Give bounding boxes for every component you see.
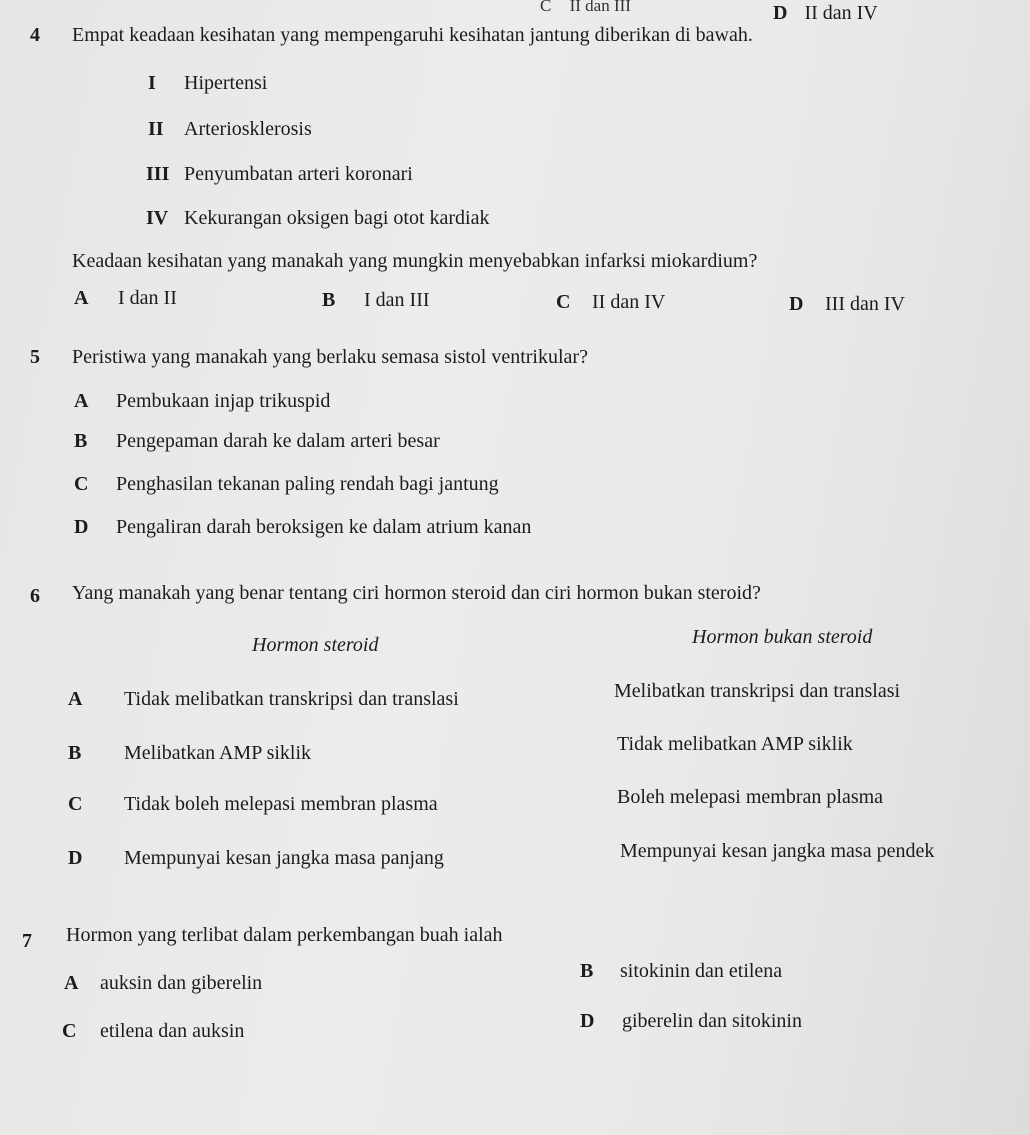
q6-option-a-non-steroid: Melibatkan transkripsi dan translasi [614, 680, 901, 702]
q6-option-d-non-steroid: Mempunyai kesan jangka masa pendek [620, 840, 935, 862]
q7-option-d[interactable] [580, 1010, 802, 1033]
q4-option-c[interactable] [556, 291, 665, 314]
roman-numeral: II [148, 118, 164, 140]
option-letter: B [580, 960, 594, 982]
q4-statement-3 [146, 163, 413, 186]
q7-option-b[interactable] [580, 960, 782, 983]
q4-statement-2 [148, 118, 312, 141]
q6-option-b-non-steroid: Tidak melibatkan AMP siklik [617, 733, 853, 755]
option-text: II dan IV [804, 2, 878, 24]
option-letter: A [74, 390, 89, 412]
option-text: Penghasilan tekanan paling rendah bagi jantung [116, 473, 499, 495]
q6-option-d[interactable] [68, 847, 444, 870]
question-7-stem: Hormon yang terlibat dalam perkembangan buah ialah [66, 924, 503, 946]
option-text: giberelin dan sitokinin [622, 1010, 802, 1032]
option-letter: D [789, 293, 804, 315]
option-letter: B [74, 430, 88, 452]
option-letter: C [74, 473, 89, 495]
roman-numeral: III [146, 163, 170, 185]
option-letter: C [68, 793, 83, 815]
option-letter: B [322, 289, 336, 311]
option-letter: B [68, 742, 82, 764]
roman-numeral: I [148, 72, 156, 94]
statement-text: Arteriosklerosis [184, 118, 312, 140]
q4-statement-1 [148, 72, 267, 95]
option-text: etilena dan auksin [100, 1020, 245, 1042]
question-4-prompt: Keadaan kesihatan yang manakah yang mungkin menyebabkan infarksi miokardium? [72, 250, 758, 272]
option-letter: D [580, 1010, 595, 1032]
option-letter: D [68, 847, 83, 869]
question-7-number: 7 [22, 930, 32, 952]
option-letter: C [556, 291, 571, 313]
option-letter: C [540, 0, 552, 15]
q6-option-b[interactable] [68, 742, 311, 765]
question-5-number: 5 [30, 346, 40, 368]
option-letter: D [74, 516, 89, 538]
statement-text: Hipertensi [184, 72, 268, 94]
q6-option-c-non-steroid: Boleh melepasi membran plasma [617, 786, 884, 808]
q5-option-b[interactable] [74, 430, 440, 453]
statement-text: Penyumbatan arteri koronari [184, 163, 413, 185]
option-letter: A [74, 287, 89, 309]
previous-option-c [540, 0, 631, 16]
q4-statement-4 [146, 207, 489, 230]
q6-option-a[interactable] [68, 688, 459, 711]
option-text: Pembukaan injap trikuspid [116, 390, 331, 412]
option-steroid-text: Mempunyai kesan jangka masa panjang [124, 847, 444, 869]
option-letter: C [62, 1020, 77, 1042]
column-header-non-steroid: Hormon bukan steroid [692, 626, 873, 648]
option-steroid-text: Tidak boleh melepasi membran plasma [124, 793, 438, 815]
column-header-steroid: Hormon steroid [252, 634, 379, 656]
q5-option-d[interactable] [74, 516, 531, 539]
option-text: II dan IV [592, 291, 666, 313]
option-text: Pengaliran darah beroksigen ke dalam atrium kanan [116, 516, 532, 538]
option-text: I dan III [364, 289, 430, 311]
option-letter: D [773, 2, 788, 24]
statement-text: Kekurangan oksigen bagi otot kardiak [184, 207, 490, 229]
q4-option-a[interactable] [74, 287, 177, 310]
previous-option-d [773, 2, 878, 25]
roman-numeral: IV [146, 207, 169, 229]
q7-option-a[interactable] [64, 972, 262, 995]
option-text: III dan IV [825, 293, 905, 315]
q5-option-a[interactable] [74, 390, 330, 413]
q4-option-b[interactable] [322, 289, 430, 312]
option-text: I dan II [118, 287, 177, 309]
q4-option-d[interactable] [789, 293, 905, 316]
question-4-number: 4 [30, 24, 40, 46]
question-6-number: 6 [30, 585, 40, 607]
q7-option-c[interactable] [62, 1020, 244, 1043]
option-letter: A [68, 688, 83, 710]
option-text: auksin dan giberelin [100, 972, 263, 994]
question-5-stem: Peristiwa yang manakah yang berlaku semasa sistol ventrikular? [72, 346, 588, 368]
q6-option-c[interactable] [68, 793, 438, 816]
question-4-stem: Empat keadaan kesihatan yang mempengaruhi kesihatan jantung diberikan di bawah. [72, 24, 753, 46]
q5-option-c[interactable] [74, 473, 499, 496]
question-6-stem: Yang manakah yang benar tentang ciri hormon steroid dan ciri hormon bukan steroid? [72, 582, 761, 604]
option-text: II dan III [569, 0, 631, 15]
option-steroid-text: Melibatkan AMP siklik [124, 742, 312, 764]
option-text: sitokinin dan etilena [620, 960, 783, 982]
option-steroid-text: Tidak melibatkan transkripsi dan translasi [124, 688, 459, 710]
option-text: Pengepaman darah ke dalam arteri besar [116, 430, 440, 452]
option-letter: A [64, 972, 79, 994]
